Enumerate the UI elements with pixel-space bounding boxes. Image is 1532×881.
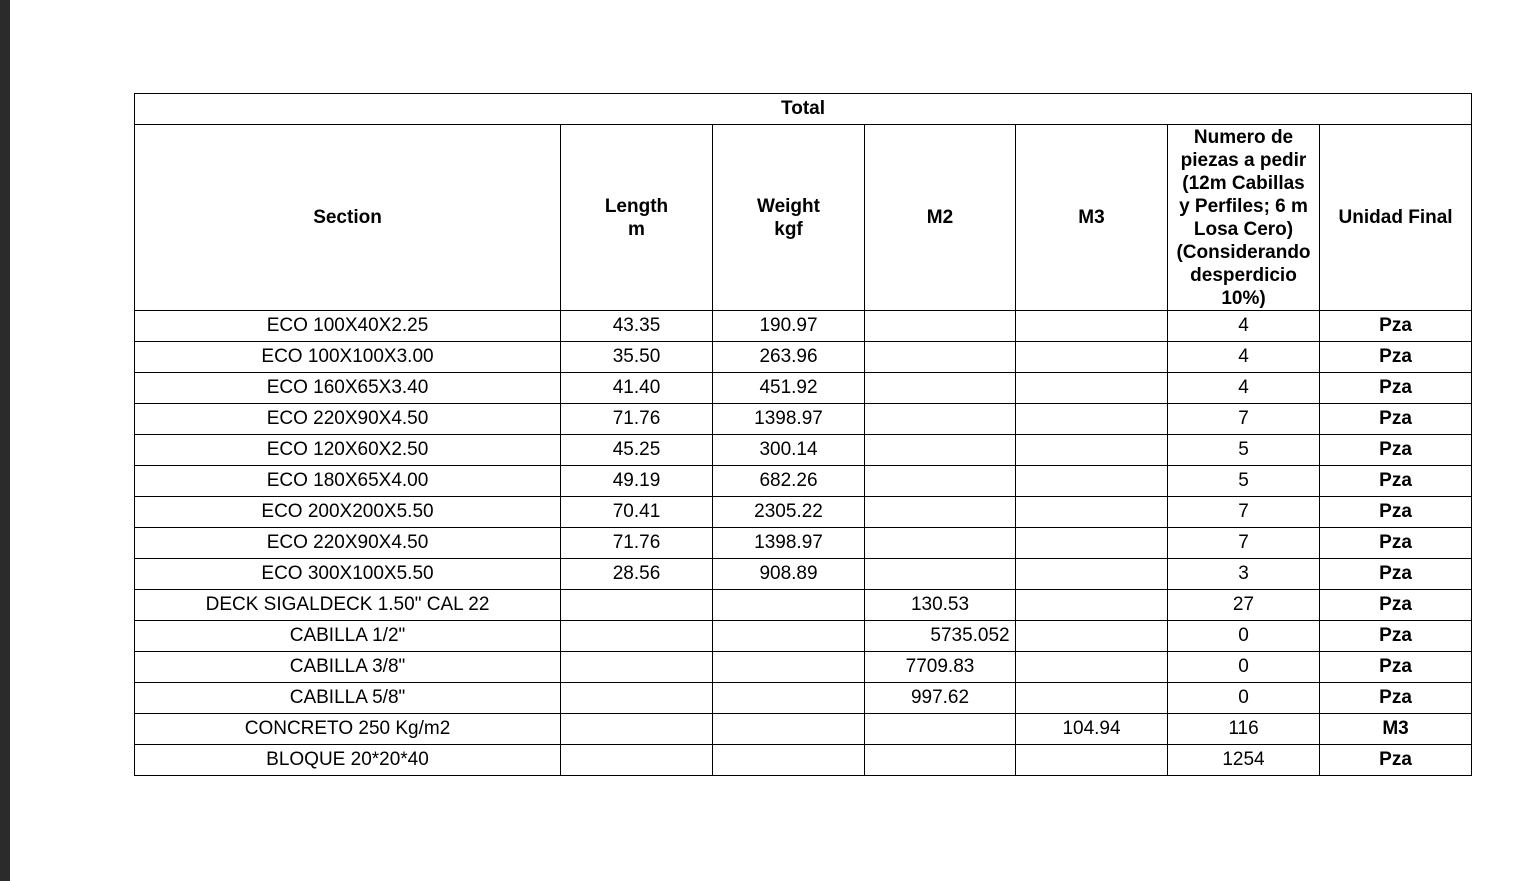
cell-length: 41.40 — [561, 373, 713, 404]
cell-pieces: 4 — [1168, 342, 1320, 373]
table-row — [135, 621, 1472, 652]
cell-m3: 104.94 — [1016, 714, 1168, 745]
cell-m2 — [865, 559, 1016, 590]
header-length-line: Length — [604, 195, 669, 217]
cell-m3 — [1016, 559, 1168, 590]
cell-weight — [713, 590, 865, 621]
cell-length — [561, 590, 713, 621]
cell-unit: Pza — [1320, 466, 1472, 497]
cell-m3 — [1016, 435, 1168, 466]
cell-weight: 451.92 — [713, 373, 865, 404]
cell-weight — [713, 621, 865, 652]
column-header-row — [135, 125, 1472, 311]
cell-pieces: 1254 — [1168, 745, 1320, 776]
table-row — [135, 714, 1472, 745]
header-pieces-line: y Perfiles; 6 m — [1179, 195, 1308, 217]
cell-weight — [713, 714, 865, 745]
cell-unit: Pza — [1320, 404, 1472, 435]
cell-length: 28.56 — [561, 559, 713, 590]
header-pieces — [1168, 125, 1320, 311]
cell-section: CABILLA 5/8" — [135, 683, 561, 714]
table-row — [135, 683, 1472, 714]
header-pieces-line: Numero de — [1193, 126, 1294, 148]
cell-m3 — [1016, 373, 1168, 404]
cell-unit: M3 — [1320, 714, 1472, 745]
cell-m3 — [1016, 497, 1168, 528]
cell-length — [561, 714, 713, 745]
cell-m3 — [1016, 745, 1168, 776]
table-row — [135, 590, 1472, 621]
header-pieces-line: 10%) — [1221, 287, 1266, 309]
cell-section: CABILLA 1/2" — [135, 621, 561, 652]
cell-length: 35.50 — [561, 342, 713, 373]
table-row — [135, 311, 1472, 342]
header-pieces-line: desperdicio — [1190, 264, 1297, 286]
cell-section: ECO 200X200X5.50 — [135, 497, 561, 528]
cell-unit: Pza — [1320, 559, 1472, 590]
table-row — [135, 466, 1472, 497]
cell-unit: Pza — [1320, 745, 1472, 776]
cell-section: ECO 180X65X4.00 — [135, 466, 561, 497]
cell-pieces: 3 — [1168, 559, 1320, 590]
header-m2: M2 — [865, 125, 1016, 311]
table-row — [135, 559, 1472, 590]
cell-weight: 190.97 — [713, 311, 865, 342]
cell-pieces: 0 — [1168, 652, 1320, 683]
cell-m3 — [1016, 683, 1168, 714]
table-row — [135, 342, 1472, 373]
table-row — [135, 373, 1472, 404]
cell-unit: Pza — [1320, 652, 1472, 683]
cell-pieces: 7 — [1168, 497, 1320, 528]
document-page — [10, 0, 1532, 881]
header-pieces-line: (12m Cabillas — [1182, 172, 1305, 194]
cell-unit: Pza — [1320, 497, 1472, 528]
cell-length — [561, 745, 713, 776]
header-pieces-line: piezas a pedir — [1180, 149, 1307, 171]
header-length — [561, 125, 713, 311]
cell-length: 71.76 — [561, 404, 713, 435]
cell-pieces: 4 — [1168, 311, 1320, 342]
header-weight-line: Weight — [757, 195, 820, 217]
cell-unit: Pza — [1320, 373, 1472, 404]
cell-m2 — [865, 311, 1016, 342]
cell-m3 — [1016, 652, 1168, 683]
cell-m2 — [865, 621, 1016, 652]
cell-weight — [713, 683, 865, 714]
cell-length: 71.76 — [561, 528, 713, 559]
cell-unit: Pza — [1320, 590, 1472, 621]
cell-pieces: 7 — [1168, 528, 1320, 559]
cell-weight: 682.26 — [713, 466, 865, 497]
cell-section: ECO 100X100X3.00 — [135, 342, 561, 373]
table-row — [135, 652, 1472, 683]
cell-m2 — [865, 745, 1016, 776]
header-pieces-line: Losa Cero) — [1193, 218, 1294, 240]
cell-m3 — [1016, 621, 1168, 652]
cell-m3 — [1016, 311, 1168, 342]
cell-section: ECO 100X40X2.25 — [135, 311, 561, 342]
cell-pieces: 5 — [1168, 466, 1320, 497]
cell-weight: 263.96 — [713, 342, 865, 373]
cell-length — [561, 621, 713, 652]
cell-m2 — [865, 373, 1016, 404]
header-unit: Unidad Final — [1320, 125, 1472, 311]
header-section: Section — [135, 125, 561, 311]
table-row — [135, 528, 1472, 559]
header-length-unit: m — [628, 218, 645, 240]
cell-m3 — [1016, 342, 1168, 373]
header-weight — [713, 125, 865, 311]
cell-section: CABILLA 3/8" — [135, 652, 561, 683]
cell-pieces: 4 — [1168, 373, 1320, 404]
cell-m2 — [865, 435, 1016, 466]
cell-length: 70.41 — [561, 497, 713, 528]
cell-pieces: 0 — [1168, 621, 1320, 652]
cell-m3 — [1016, 404, 1168, 435]
cell-unit: Pza — [1320, 621, 1472, 652]
cell-weight: 2305.22 — [713, 497, 865, 528]
cell-length: 45.25 — [561, 435, 713, 466]
table-row — [135, 497, 1472, 528]
cell-weight — [713, 652, 865, 683]
cell-m2: 130.53 — [865, 590, 1016, 621]
cell-pieces: 27 — [1168, 590, 1320, 621]
cell-weight: 1398.97 — [713, 404, 865, 435]
cell-unit: Pza — [1320, 683, 1472, 714]
cell-m2 — [865, 528, 1016, 559]
totals-table — [134, 93, 1472, 776]
header-pieces-line: (Considerando — [1176, 241, 1311, 263]
table-row — [135, 404, 1472, 435]
cell-unit: Pza — [1320, 435, 1472, 466]
cell-m2 — [865, 342, 1016, 373]
cell-unit: Pza — [1320, 311, 1472, 342]
cell-section: BLOQUE 20*20*40 — [135, 745, 561, 776]
cell-pieces: 7 — [1168, 404, 1320, 435]
header-m3: M3 — [1016, 125, 1168, 311]
cell-section: ECO 160X65X3.40 — [135, 373, 561, 404]
cell-length — [561, 683, 713, 714]
cell-length: 43.35 — [561, 311, 713, 342]
cell-m2 — [865, 714, 1016, 745]
cell-weight — [713, 745, 865, 776]
cell-m2-value: 5735.052 — [930, 625, 1010, 646]
cell-m2: 7709.83 — [865, 652, 1016, 683]
cell-m3 — [1016, 590, 1168, 621]
cell-pieces: 0 — [1168, 683, 1320, 714]
cell-m2 — [865, 466, 1016, 497]
cell-weight: 908.89 — [713, 559, 865, 590]
cell-weight: 300.14 — [713, 435, 865, 466]
cell-pieces: 5 — [1168, 435, 1320, 466]
cell-unit: Pza — [1320, 528, 1472, 559]
cell-length: 49.19 — [561, 466, 713, 497]
cell-m2 — [865, 404, 1016, 435]
table-row — [135, 745, 1472, 776]
cell-m3 — [1016, 466, 1168, 497]
cell-m2: 997.62 — [865, 683, 1016, 714]
table-row — [135, 435, 1472, 466]
cell-section: ECO 220X90X4.50 — [135, 404, 561, 435]
table-title: Total — [135, 94, 1472, 125]
cell-section: ECO 120X60X2.50 — [135, 435, 561, 466]
cell-weight: 1398.97 — [713, 528, 865, 559]
viewer-left-edge — [0, 0, 10, 881]
cell-section: ECO 300X100X5.50 — [135, 559, 561, 590]
cell-m3 — [1016, 528, 1168, 559]
cell-length — [561, 652, 713, 683]
header-weight-unit: kgf — [774, 218, 803, 240]
cell-pieces: 116 — [1168, 714, 1320, 745]
cell-section: CONCRETO 250 Kg/m2 — [135, 714, 561, 745]
cell-unit: Pza — [1320, 342, 1472, 373]
cell-section: ECO 220X90X4.50 — [135, 528, 561, 559]
cell-m2 — [865, 497, 1016, 528]
cell-section: DECK SIGALDECK 1.50" CAL 22 — [135, 590, 561, 621]
